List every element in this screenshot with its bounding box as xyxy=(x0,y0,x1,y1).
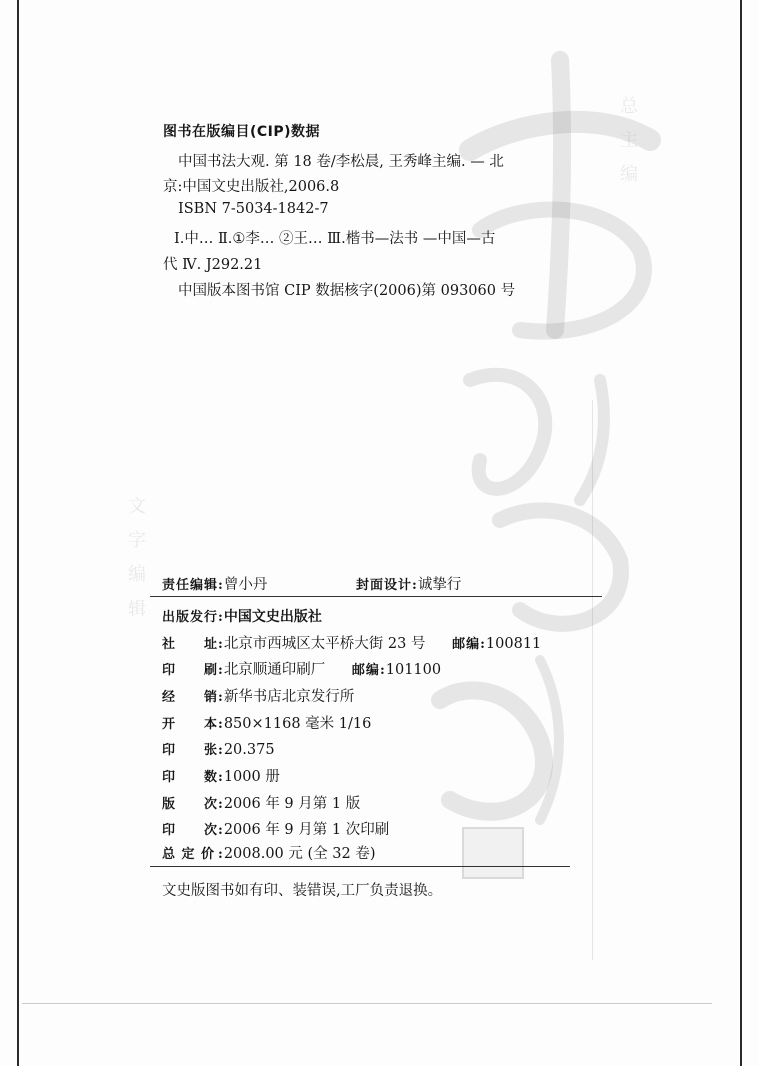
printer-row: 印 刷 :北京顺通印刷厂 邮编:101100 xyxy=(162,658,441,679)
bleed-through-text-column-1: 总 主 编 xyxy=(620,96,638,186)
edition-label-a: 版 xyxy=(162,797,177,812)
address-label-a: 社 xyxy=(162,637,177,652)
edition-row: 版 次 :2006 年 9 月第 1 版 xyxy=(162,792,360,813)
scan-border-left xyxy=(17,0,19,1066)
price-label: 总 定 价 xyxy=(162,847,216,862)
printing-value: 2006 年 9 月第 1 次印刷 xyxy=(223,822,390,838)
printing-row: 印 次 :2006 年 9 月第 1 次印刷 xyxy=(162,818,389,839)
cip-line-5: 代 Ⅳ. J292.21 xyxy=(163,257,263,273)
sheets-value: 20.375 xyxy=(223,742,275,758)
publisher-row: 出版发行:中国文史出版社 xyxy=(162,609,322,625)
designer-value: 诚挚行 xyxy=(417,577,462,593)
edition-value: 2006 年 9 月第 1 版 xyxy=(223,796,361,812)
bleed-through-text-column-2: 文 字 编 辑 xyxy=(128,496,146,620)
edition-label-b: 次 xyxy=(203,797,218,812)
printer-value: 北京顺通印刷厂 xyxy=(223,662,326,678)
address-row: 社 址 :北京市西城区太平桥大街 23 号 邮编:100811 xyxy=(162,632,541,653)
copies-row: 印 数 :1000 册 xyxy=(162,765,280,786)
distributor-label-a: 经 xyxy=(162,690,177,705)
distributor-value: 新华书店北京发行所 xyxy=(223,689,355,705)
printer-label-a: 印 xyxy=(162,663,177,678)
price-row: 总 定 价 :2008.00 元 (全 32 卷) xyxy=(162,842,375,863)
copies-label-b: 数 xyxy=(203,770,218,785)
cip-line-6: 中国版本图书馆 CIP 数据核字(2006)第 093060 号 xyxy=(178,283,516,299)
address-value: 北京市西城区太平桥大街 23 号 xyxy=(223,636,426,652)
copies-label-a: 印 xyxy=(162,770,177,785)
printing-label-b: 次 xyxy=(203,823,218,838)
printer-zip-value: 101100 xyxy=(385,662,442,678)
sheets-label-b: 张 xyxy=(203,743,218,758)
cip-title: 图书在版编目(CIP)数据 xyxy=(163,124,321,140)
page-bottom-rule xyxy=(22,1003,712,1004)
format-label-b: 本 xyxy=(203,717,218,732)
designer-row: 封面设计:诚挚行 xyxy=(356,577,462,593)
bleed-through-seal xyxy=(462,827,524,879)
cip-line-1: 中国书法大观. 第 18 卷/李松晨, 王秀峰主编. — 北 xyxy=(178,154,504,170)
cip-line-2: 京:中国文史出版社,2006.8 xyxy=(163,179,340,195)
designer-label: 封面设计 xyxy=(356,578,413,593)
publisher-value: 中国文史出版社 xyxy=(223,609,322,625)
printer-zip-label: 邮编 xyxy=(351,663,380,678)
address-label-b: 址 xyxy=(203,637,218,652)
printing-label-a: 印 xyxy=(162,823,177,838)
colophon-bottom-rule xyxy=(150,866,570,867)
cip-line-4: Ⅰ.中… Ⅱ.①李… ②王… Ⅲ.楷书—法书 —中国—古 xyxy=(174,231,496,247)
sheets-row: 印 张 :20.375 xyxy=(162,739,275,758)
editor-row: 责任编辑:曾小丹 xyxy=(162,577,268,593)
address-zip-label: 邮编 xyxy=(452,637,481,652)
footer-note: 文史版图书如有印、装错误,工厂负责退换。 xyxy=(162,883,443,899)
bleed-through-rule xyxy=(592,400,593,960)
format-row: 开 本 :850×1168 毫米 1/16 xyxy=(162,712,371,733)
editor-label: 责任编辑 xyxy=(162,578,219,593)
colophon-top-rule xyxy=(150,596,602,597)
editor-value: 曾小丹 xyxy=(223,577,268,593)
scan-border-right xyxy=(740,0,742,1066)
format-value: 850×1168 毫米 1/16 xyxy=(223,716,372,732)
distributor-row: 经 销 :新华书店北京发行所 xyxy=(162,685,354,706)
copies-value: 1000 册 xyxy=(223,769,280,785)
distributor-label-b: 销 xyxy=(203,690,218,705)
address-zip-value: 100811 xyxy=(485,636,542,652)
sheets-label-a: 印 xyxy=(162,743,177,758)
format-label-a: 开 xyxy=(162,717,177,732)
printer-label-b: 刷 xyxy=(203,663,218,678)
cip-line-3: ISBN 7-5034-1842-7 xyxy=(178,201,329,217)
price-value: 2008.00 元 (全 32 卷) xyxy=(223,846,376,862)
publisher-label: 出版发行 xyxy=(162,610,219,625)
